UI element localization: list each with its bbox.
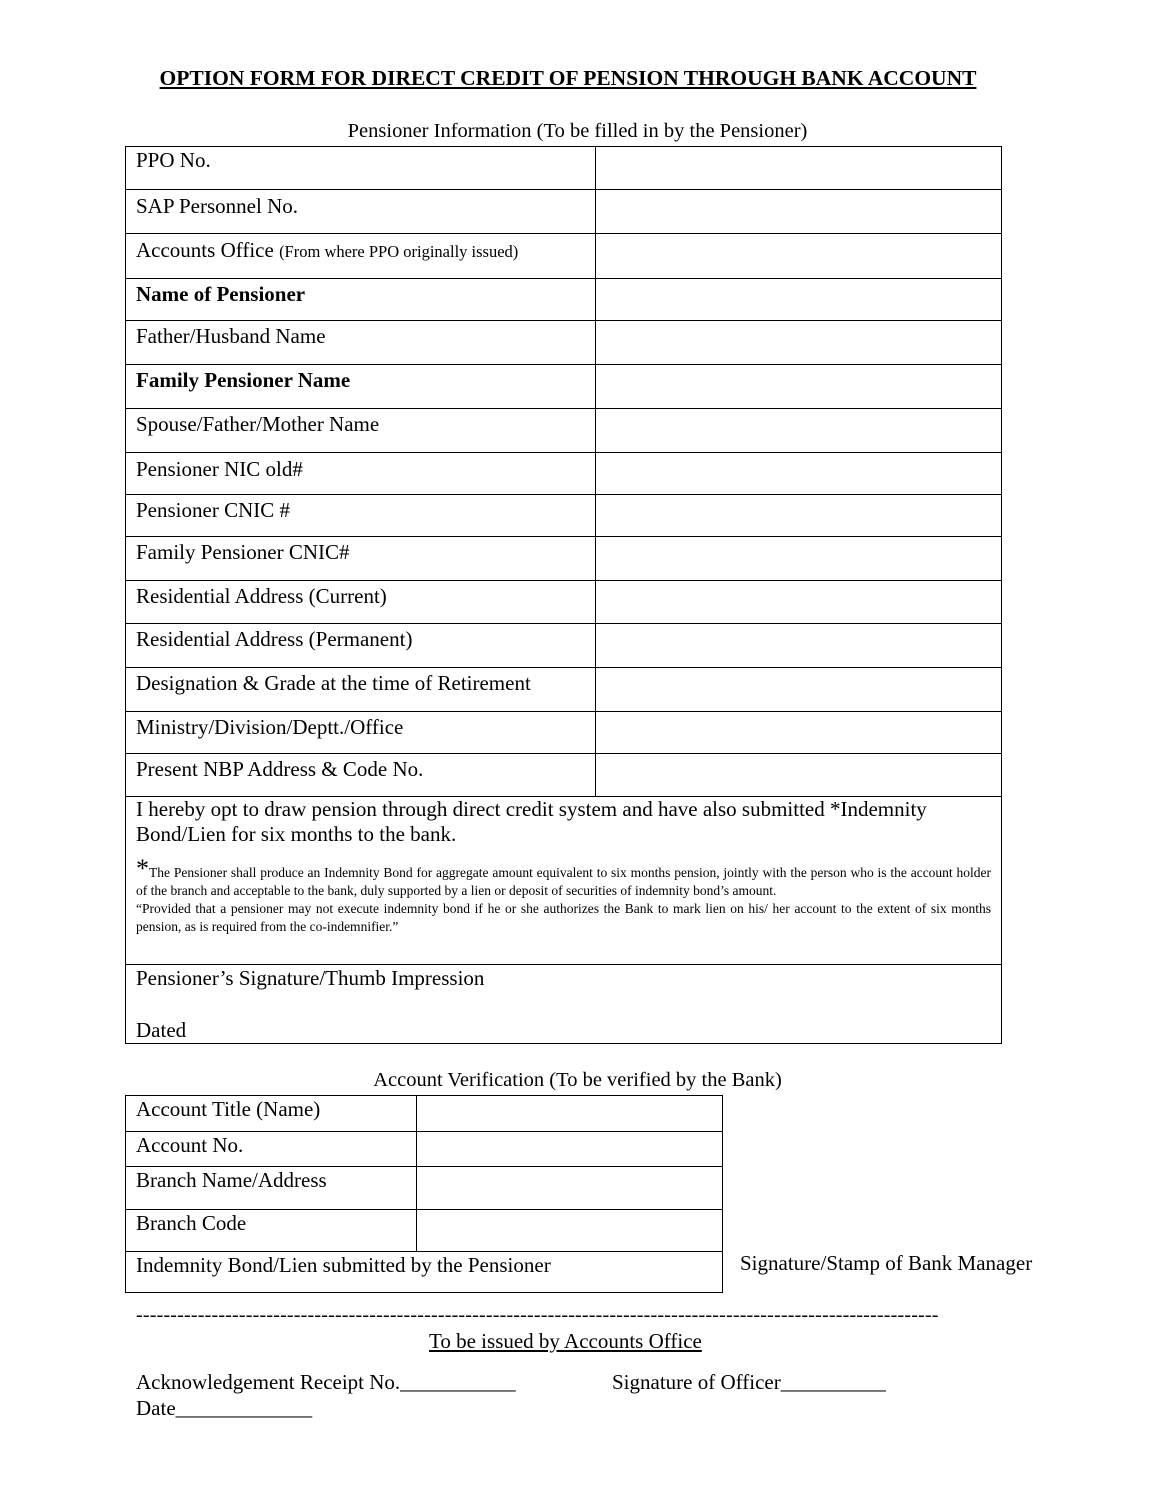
declaration-text: I hereby opt to draw pension through direct credit system and have also submitted *Indemnity Bond/Lien for six months to the bank.	[136, 797, 927, 846]
family-pensioner-cnic-label: Family Pensioner CNIC#	[126, 537, 596, 581]
table-row	[126, 190, 1002, 234]
ppo-no-field[interactable]	[596, 147, 1002, 190]
date-field[interactable]: Date_____________	[136, 1396, 313, 1420]
account-title-field[interactable]	[417, 1096, 723, 1132]
table-row	[126, 581, 1002, 624]
account-title-label: Account Title (Name)	[126, 1096, 417, 1132]
designation-grade-field[interactable]	[596, 668, 1002, 712]
residential-address-current-label: Residential Address (Current)	[126, 581, 596, 624]
table-row	[126, 321, 1002, 365]
nbp-address-code-field[interactable]	[596, 754, 1002, 797]
table-row	[126, 712, 1002, 754]
spouse-father-mother-name-field[interactable]	[596, 409, 1002, 453]
table-row	[126, 1132, 723, 1167]
table-row	[126, 453, 1002, 495]
indemnity-note-text: The Pensioner shall produce an Indemnity Bond for aggregate amount equivalent to six months pension, jointly with the person who is the account holder of the branch and acceptable to the bank, duly supported by a lien or deposit of securities of indemnity bond’s amount.	[136, 865, 991, 898]
table-row	[126, 409, 1002, 453]
officer-signature-field[interactable]: Signature of Officer__________	[612, 1370, 886, 1394]
table-row	[126, 1167, 723, 1210]
pensioner-nic-old-field[interactable]	[596, 453, 1002, 495]
table-row	[126, 1252, 723, 1293]
table-row	[126, 279, 1002, 321]
account-no-field[interactable]	[417, 1132, 723, 1167]
accounts-office-label-note: (From where PPO originally issued)	[279, 242, 519, 261]
ministry-division-field[interactable]	[596, 712, 1002, 754]
table-row	[126, 668, 1002, 712]
bank-manager-signature-label: Signature/Stamp of Bank Manager	[740, 1251, 1033, 1275]
pensioner-section-caption: Pensioner Information (To be filled in by the Pensioner)	[347, 120, 808, 142]
name-of-pensioner-label: Name of Pensioner	[126, 279, 596, 321]
note-asterisk: *	[136, 854, 149, 883]
branch-name-address-field[interactable]	[417, 1167, 723, 1210]
spouse-father-mother-name-label: Spouse/Father/Mother Name	[126, 409, 596, 453]
form-title: OPTION FORM FOR DIRECT CREDIT OF PENSION THROUGH BANK ACCOUNT	[159, 66, 977, 90]
declaration-row	[126, 797, 1002, 965]
sap-personnel-no-label: SAP Personnel No.	[126, 190, 596, 234]
ministry-division-label: Ministry/Division/Deptt./Office	[126, 712, 596, 754]
account-no-label: Account No.	[126, 1132, 417, 1167]
pensioner-cnic-label: Pensioner CNIC #	[126, 495, 596, 537]
table-row	[126, 495, 1002, 537]
branch-name-address-label: Branch Name/Address	[126, 1167, 417, 1210]
table-row	[126, 624, 1002, 668]
pensioner-information-table	[125, 146, 1002, 1044]
nbp-address-code-label: Present NBP Address & Code No.	[126, 754, 596, 797]
branch-code-field[interactable]	[417, 1210, 723, 1252]
residential-address-permanent-label: Residential Address (Permanent)	[126, 624, 596, 668]
family-pensioner-cnic-field[interactable]	[596, 537, 1002, 581]
account-verification-table	[125, 1095, 723, 1293]
sap-personnel-no-field[interactable]	[596, 190, 1002, 234]
acknowledgement-receipt-field[interactable]: Acknowledgement Receipt No.___________	[136, 1370, 516, 1394]
signature-label: Pensioner’s Signature/Thumb Impression	[136, 966, 485, 990]
ppo-no-label: PPO No.	[126, 147, 596, 190]
branch-code-label: Branch Code	[126, 1210, 417, 1252]
accounts-office-label	[126, 234, 596, 279]
pensioner-cnic-field[interactable]	[596, 495, 1002, 537]
bank-section-caption: Account Verification (To be verified by the Bank)	[373, 1069, 782, 1091]
table-row	[126, 1210, 723, 1252]
dated-label: Dated	[136, 1018, 187, 1042]
signature-cell[interactable]	[126, 965, 1002, 1044]
father-husband-name-field[interactable]	[596, 321, 1002, 365]
table-row	[126, 234, 1002, 279]
declaration-cell	[126, 797, 1002, 965]
residential-address-permanent-field[interactable]	[596, 624, 1002, 668]
family-pensioner-name-field[interactable]	[596, 365, 1002, 409]
table-row	[126, 365, 1002, 409]
table-row	[126, 754, 1002, 797]
accounts-office-heading: To be issued by Accounts Office	[429, 1329, 702, 1353]
residential-address-current-field[interactable]	[596, 581, 1002, 624]
table-row	[126, 537, 1002, 581]
separator-line: ---------------------------------------------------------------------------------------------------------------------	[136, 1304, 939, 1326]
indemnity-note	[136, 854, 991, 900]
father-husband-name-label: Father/Husband Name	[126, 321, 596, 365]
family-pensioner-name-label: Family Pensioner Name	[126, 365, 596, 409]
accounts-office-field[interactable]	[596, 234, 1002, 279]
name-of-pensioner-field[interactable]	[596, 279, 1002, 321]
pensioner-nic-old-label: Pensioner NIC old#	[126, 453, 596, 495]
indemnity-submitted-cell[interactable]: Indemnity Bond/Lien submitted by the Pensioner	[126, 1252, 723, 1293]
accounts-office-label-text: Accounts Office	[136, 238, 274, 262]
designation-grade-label: Designation & Grade at the time of Retirement	[126, 668, 596, 712]
proviso-text: “Provided that a pensioner may not execute indemnity bond if he or she authorizes the Bank to mark lien on his/ her account to the extent of six months pension, as is required from the co-indemnifier.”	[136, 901, 991, 934]
table-row	[126, 147, 1002, 190]
signature-row	[126, 965, 1002, 1044]
table-row	[126, 1096, 723, 1132]
